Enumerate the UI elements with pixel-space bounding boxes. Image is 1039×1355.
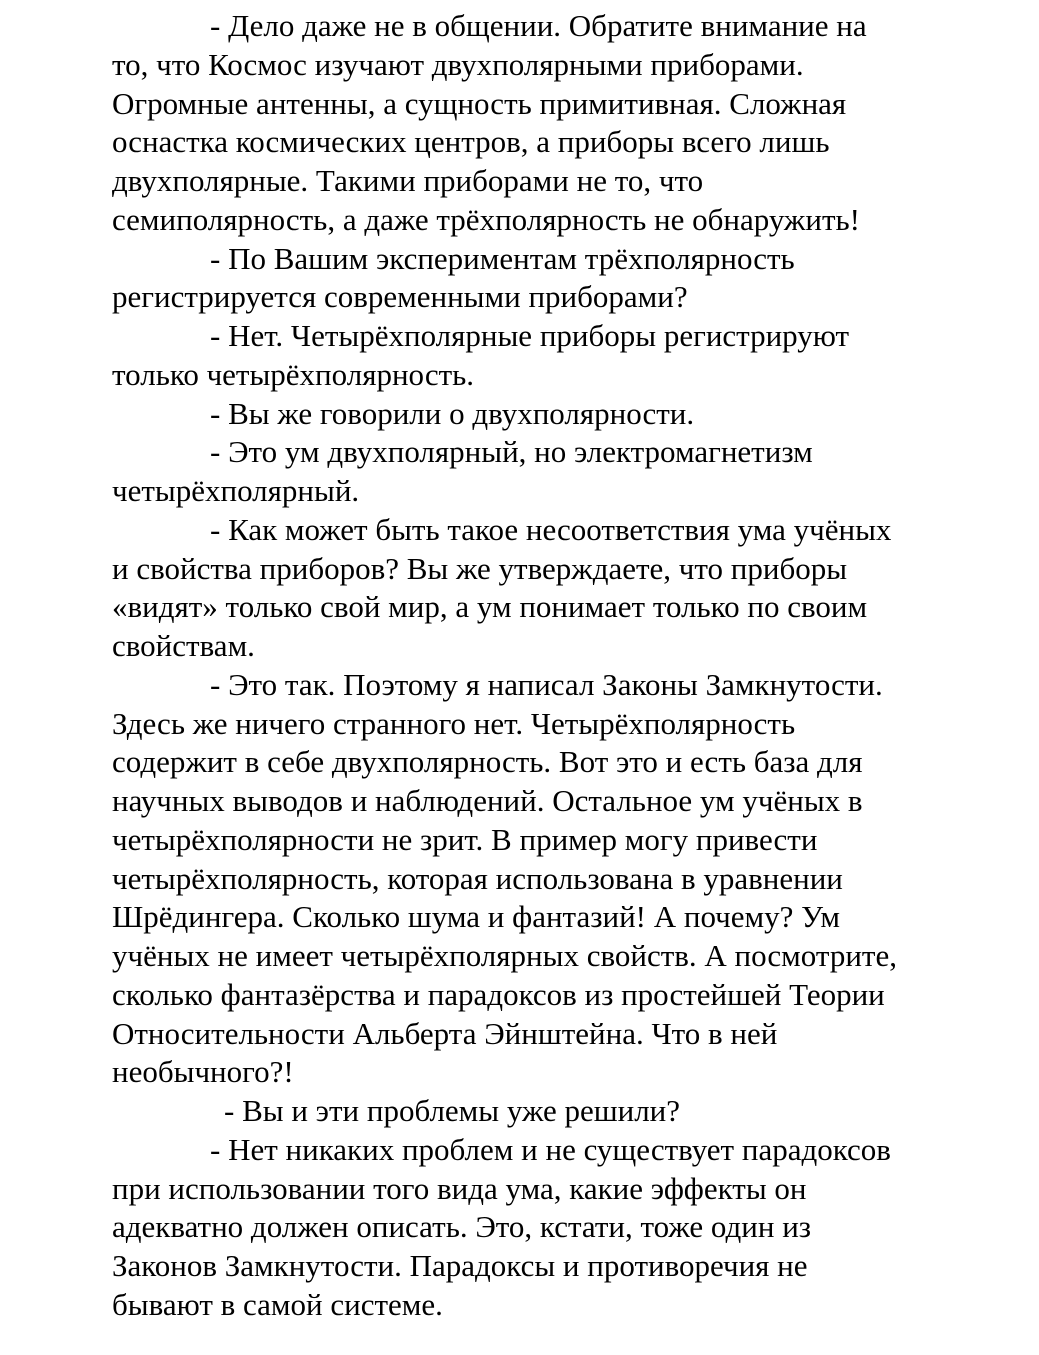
text-line: Огромные антенны, а сущность примитивная. Сложная xyxy=(112,85,847,121)
text-line: то, что Космос изучают двухполярными приборами. xyxy=(112,46,804,82)
text-line: - Нет. Четырёхполярные приборы регистрируют xyxy=(210,318,850,353)
text-line: необычного?! xyxy=(112,1054,294,1090)
text-line: и свойства приборов? Вы же утверждаете, что приборы xyxy=(112,550,848,586)
text-line: - Это так. Поэтому я написал Законы Замкнутости. xyxy=(210,666,883,702)
text-line: сколько фантазёрства и парадоксов из простейшей Теории xyxy=(112,976,885,1012)
text-line: четырёхполярность, которая использована в уравнении xyxy=(112,860,843,896)
text-line: - Вы же говорили о двухполярности. xyxy=(210,395,695,431)
text-line: двухполярные. Такими приборами не то, что xyxy=(112,163,704,198)
text-line: оснастка космических центров, а приборы всего лишь xyxy=(112,124,830,160)
text-line: семиполярность, а даже трёхполярность не обнаружить! xyxy=(112,201,860,237)
text-line: четырёхполярности не зрит. В пример могу привести xyxy=(112,821,818,857)
document-page xyxy=(112,7,992,1325)
text-line: Шрёдингера. Сколько шума и фантазий! А почему? Ум xyxy=(112,899,840,935)
text-line: регистрируется современными приборами? xyxy=(112,279,688,315)
text-line: адекватно должен описать. Это, кстати, тоже один из xyxy=(112,1209,812,1245)
text-line: Законов Замкнутости. Парадоксы и противоречия не xyxy=(112,1248,808,1283)
text-line: «видят» только свой мир, а ум понимает только по своим xyxy=(112,589,868,625)
text-line: научных выводов и наблюдений. Остальное ум учёных в xyxy=(112,783,863,818)
text-line: только четырёхполярность. xyxy=(112,356,475,392)
text-line: четырёхполярный. xyxy=(112,473,360,508)
text-line: Относительности Альберта Эйнштейна. Что в ней xyxy=(112,1015,778,1051)
text-line: свойствам. xyxy=(112,628,255,663)
text-line: бывают в самой системе. xyxy=(112,1286,443,1322)
text-line: учёных не имеет четырёхполярных свойств. А посмотрите, xyxy=(112,938,897,973)
text-line: - Как может быть такое несоответствия ума учёных xyxy=(210,511,892,547)
text-line: Здесь же ничего странного нет. Четырёхполярность xyxy=(112,705,796,741)
text-line: - Это ум двухполярный, но электромагнетизм xyxy=(210,434,813,470)
text-line: при использовании того вида ума, какие эффекты он xyxy=(112,1170,807,1206)
text-line: - По Вашим экспериментам трёхполярность xyxy=(210,240,795,276)
text-line: - Вы и эти проблемы уже решили? xyxy=(224,1093,681,1128)
text-line: - Нет никаких проблем и не существует парадоксов xyxy=(210,1131,891,1167)
text-line: содержит в себе двухполярность. Вот это и есть база для xyxy=(112,744,863,780)
text-line: - Дело даже не в общении. Обратите внимание на xyxy=(210,8,867,43)
